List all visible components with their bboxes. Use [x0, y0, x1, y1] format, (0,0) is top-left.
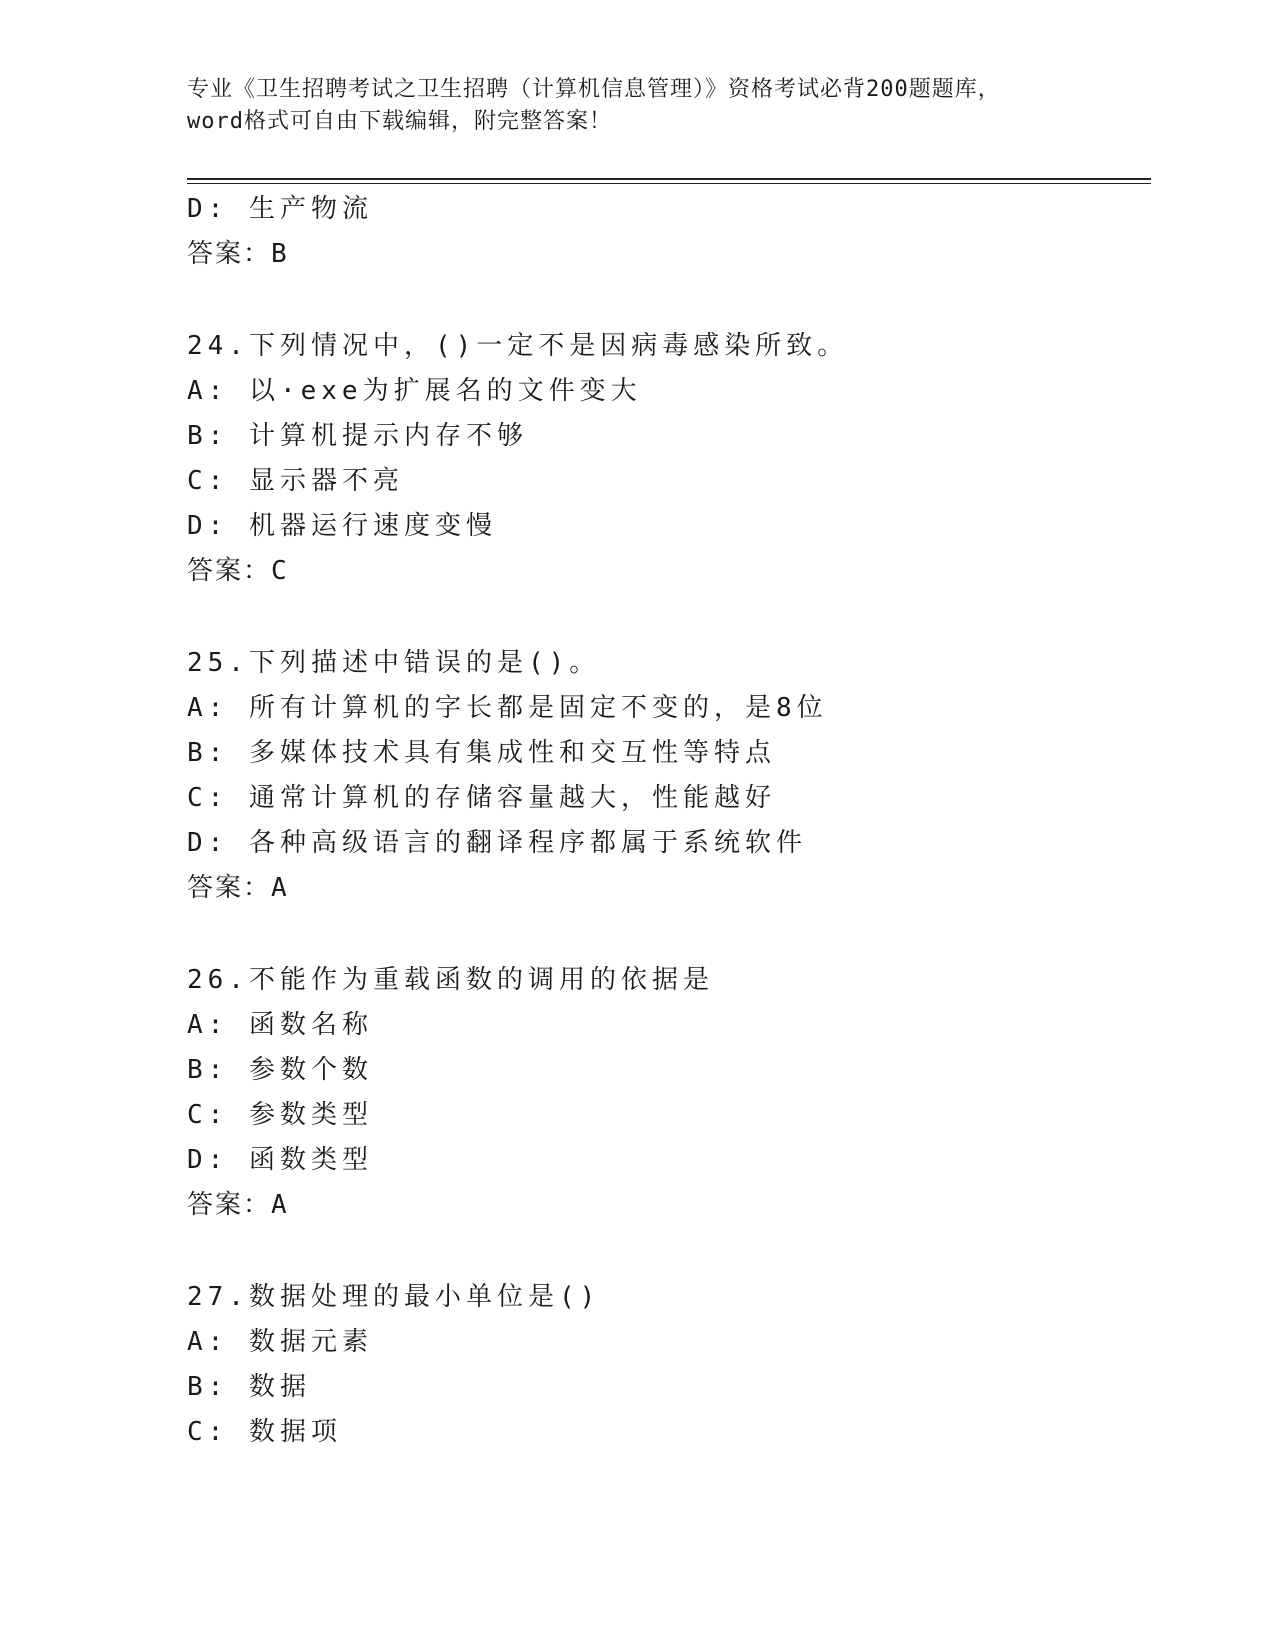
answer-line: 答案：C [187, 556, 289, 586]
question-stem: 24.下列情况中，()一定不是因病毒感染所致。 [187, 331, 849, 361]
option-line: A: 所有计算机的字长都是固定不变的，是8位 [187, 693, 828, 723]
question-25 [187, 641, 1147, 911]
answer-line: 答案：A [187, 873, 289, 903]
option-line: D: 机器运行速度变慢 [187, 511, 497, 541]
question-26 [187, 958, 1147, 1228]
document-header [187, 74, 1087, 138]
header-line-1: 专业《卫生招聘考试之卫生招聘（计算机信息管理）》资格考试必背200题题库， [187, 77, 1001, 102]
question-27 [187, 1275, 1147, 1455]
option-line: D: 生产物流 [187, 194, 373, 224]
option-line: A: 数据元素 [187, 1327, 373, 1357]
option-line: B: 计算机提示内存不够 [187, 421, 528, 451]
header-line-2: word格式可自由下载编辑，附完整答案！ [187, 109, 612, 134]
option-line: C: 显示器不亮 [187, 466, 404, 496]
answer-line: 答案：B [187, 239, 289, 269]
option-line: A: 以·exe为扩展名的文件变大 [187, 376, 642, 406]
option-line: D: 各种高级语言的翻译程序都属于系统软件 [187, 828, 807, 858]
option-line: A: 函数名称 [187, 1010, 373, 1040]
question-stem: 27.数据处理的最小单位是() [187, 1282, 601, 1312]
option-line: B: 参数个数 [187, 1055, 373, 1085]
option-line: C: 数据项 [187, 1417, 342, 1447]
answer-line: 答案：A [187, 1190, 289, 1220]
header-divider-thin [187, 183, 1151, 184]
question-list [187, 187, 1147, 1455]
option-line: C: 通常计算机的存储容量越大，性能越好 [187, 783, 776, 813]
option-line: B: 多媒体技术具有集成性和交互性等特点 [187, 738, 776, 768]
option-line: B: 数据 [187, 1372, 311, 1402]
question-24 [187, 324, 1147, 594]
header-divider-thick [187, 178, 1151, 180]
question-stem: 25.下列描述中错误的是()。 [187, 648, 601, 678]
option-line: C: 参数类型 [187, 1100, 373, 1130]
option-line: D: 函数类型 [187, 1145, 373, 1175]
question-stem: 26.不能作为重载函数的调用的依据是 [187, 965, 714, 995]
